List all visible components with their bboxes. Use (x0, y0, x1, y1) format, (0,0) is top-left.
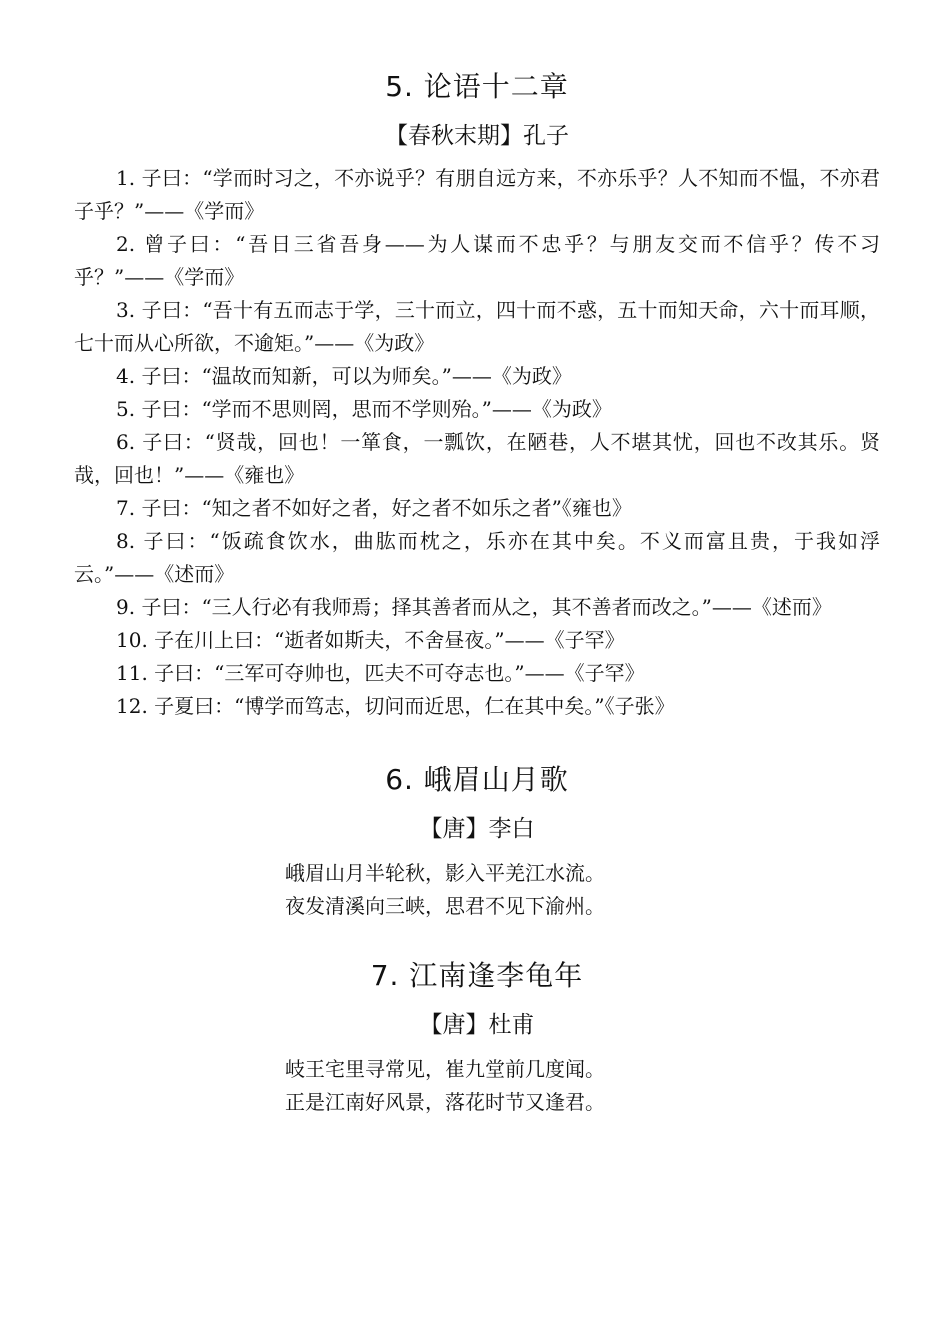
passage-paragraph-9: 9. 子曰：“三人行必有我师焉；择其善者而从之，其不善者而改之。”——《述而》 (116, 595, 832, 619)
section-author: 【唐】杜甫 (419, 1012, 535, 1038)
poem-line-1: 峨眉山月半轮秋，影入平羌江水流。 (285, 861, 605, 885)
passage-paragraph-4: 4. 子曰：“温故而知新，可以为师矣。”——《为政》 (116, 364, 572, 388)
section-author: 【唐】李白 (419, 816, 535, 842)
document-page (74, 62, 880, 1119)
passage-paragraph-2: 2. 曾子曰：“吾日三省吾身——为人谋而不忠乎？与朋友交而不信乎？传不习乎？”——《学而》 (74, 232, 880, 289)
passage-paragraph-8: 8. 子曰：“饭疏食饮水，曲肱而枕之，乐亦在其中矣。不义而富且贵，于我如浮云。”——《述而》 (74, 529, 880, 586)
poem-line-2: 正是江南好风景，落花时节又逢君。 (285, 1090, 605, 1114)
passage-paragraph-6: 6. 子曰：“贤哉，回也！一箪食，一瓢饮，在陋巷，人不堪其忧，回也不改其乐。贤哉，回也！”——《雍也》 (74, 430, 880, 487)
poem-body (74, 1053, 880, 1119)
poem-line-2: 夜发清溪向三峡，思君不见下渝州。 (285, 894, 605, 918)
section-author: 【春秋末期】孔子 (385, 123, 569, 149)
section-title: 5. 论语十二章 (385, 70, 569, 103)
passage-paragraph-3: 3. 子曰：“吾十有五而志于学，三十而立，四十而不惑，五十而知天命，六十而耳顺，七十而从心所欲，不逾矩。”——《为政》 (74, 298, 880, 355)
passage-paragraph-5: 5. 子曰：“学而不思则罔，思而不学则殆。”——《为政》 (116, 397, 612, 421)
poem-line-1: 岐王宅里寻常见，崔九堂前几度闻。 (285, 1057, 605, 1081)
passage-paragraph-1: 1. 子曰：“学而时习之，不亦说乎？有朋自远方来，不亦乐乎？人不知而不愠，不亦君子乎？”——《学而》 (74, 166, 880, 223)
passage-paragraph-11: 11. 子曰：“三军可夺帅也，匹夫不可夺志也。”——《子罕》 (116, 661, 645, 685)
section-lunyu (74, 62, 880, 723)
poem-body (74, 857, 880, 923)
section-jiangnan-poem (74, 951, 880, 1119)
passage-body (74, 162, 880, 723)
section-title: 6. 峨眉山月歌 (385, 763, 569, 796)
section-emei-poem (74, 755, 880, 923)
passage-paragraph-10: 10. 子在川上曰：“逝者如斯夫，不舍昼夜。”——《子罕》 (116, 628, 625, 652)
section-title: 7. 江南逢李龟年 (370, 959, 584, 992)
passage-paragraph-7: 7. 子曰：“知之者不如好之者，好之者不如乐之者”《雍也》 (116, 496, 632, 520)
passage-paragraph-12: 12. 子夏曰：“博学而笃志，切问而近思，仁在其中矣。”《子张》 (116, 694, 675, 718)
